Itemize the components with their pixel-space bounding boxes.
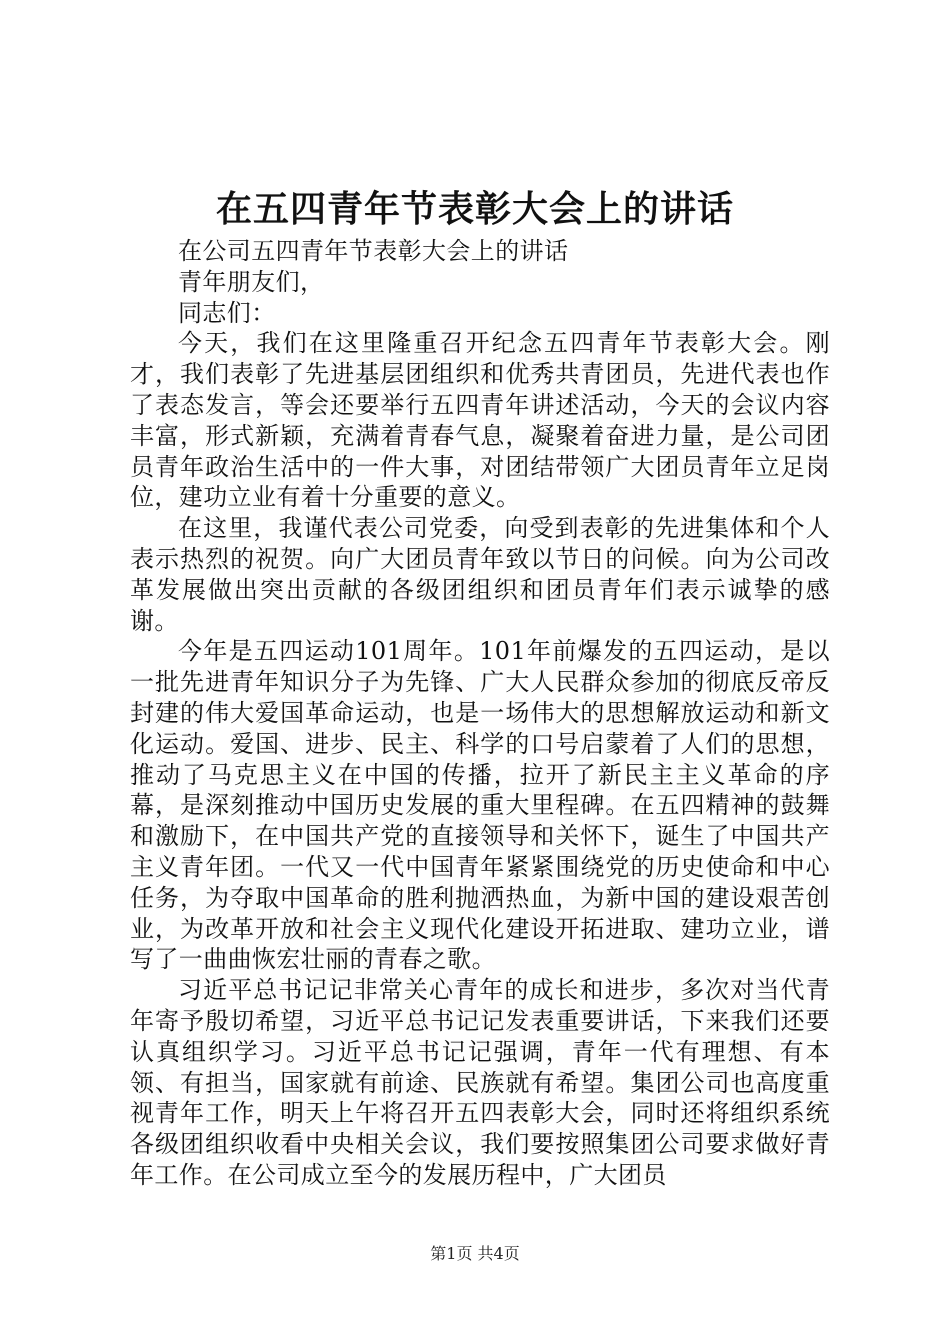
- document-body: [130, 236, 830, 1191]
- salutation-youth: 青年朋友们，: [178, 267, 325, 296]
- body-paragraph: 今年是五四运动101周年。101年前爆发的五四运动，是以一批先进青年知识分子为先锋、广大人民群众参加的彻底反帝反封建的伟大爱国革命运动，也是一场伟大的思想解放运动和新文化运动。爱国、进步、民主、科学的口号启蒙着了人们的思想，推动了马克思主义在中国的传播，拉开了新民主主义革命的序幕，是深刻推动中国历史发展的重大里程碑。在五四精神的鼓舞和激励下，在中国共产党的直接领导和关怀下，诞生了中国共产主义青年团。一代又一代中国青年紧紧围绕党的历史使命和中心任务，为夺取中国革命的胜利抛洒热血，为新中国的建设艰苦创业，为改革开放和社会主义现代化建设开拓进取、建功立业，谱写了一曲曲恢宏壮丽的青春之歌。: [130, 637, 830, 974]
- document-title: 在五四青年节表彰大会上的讲话: [215, 188, 734, 230]
- page-footer: 第1页 共4页: [430, 1244, 520, 1263]
- body-paragraph: 在这里，我谨代表公司党委，向受到表彰的先进集体和个人表示热烈的祝贺。向广大团员青年致以节日的问候。向为公司改革发展做出突出贡献的各级团组织和团员青年们表示诚挚的感谢。: [130, 514, 830, 635]
- subtitle-paragraph: 在公司五四青年节表彰大会上的讲话: [178, 237, 569, 265]
- body-paragraph: 今天，我们在这里隆重召开纪念五四青年节表彰大会。刚才，我们表彰了先进基层团组织和优秀共青团员，先进代表也作了表态发言，等会还要举行五四青年讲述活动，今天的会议内容丰富，形式新颖，充满着青春气息，凝聚着奋进力量，是公司团员青年政治生活中的一件大事，对团结带领广大团员青年立足岗位，建功立业有着十分重要的意义。: [130, 329, 830, 512]
- body-paragraph: 习近平总书记记非常关心青年的成长和进步，多次对当代青年寄予殷切希望，习近平总书记记发表重要讲话，下来我们还要认真组织学习。习近平总书记记强调，青年一代有理想、有本领、有担当，国家就有前途、民族就有希望。集团公司也高度重视青年工作，明天上午将召开五四表彰大会，同时还将组织系统各级团组织收看中央相关会议，我们要按照集团公司要求做好青年工作。在公司成立至今的发展历程中，广大团员: [130, 976, 830, 1189]
- salutation-comrades: 同志们：: [178, 298, 276, 327]
